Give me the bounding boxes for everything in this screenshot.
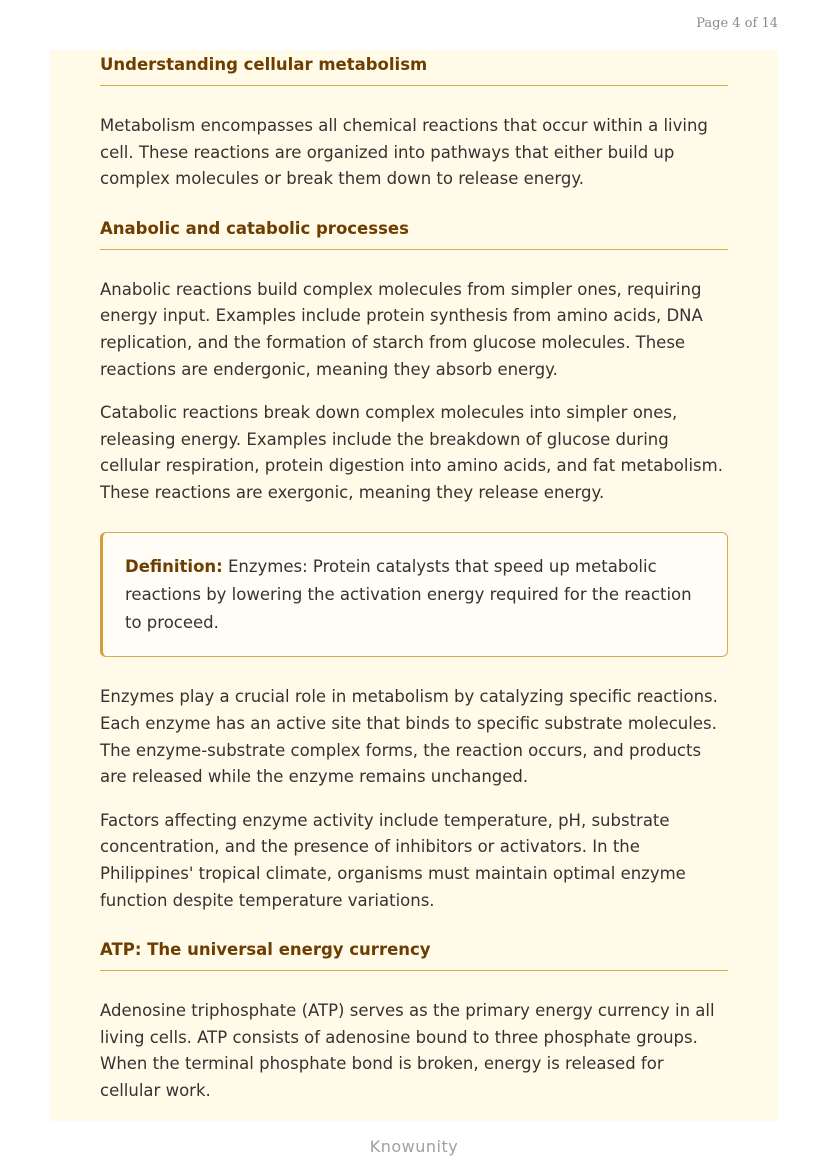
definition-text (125, 553, 705, 638)
footer-brand: Knowunity (369, 1137, 459, 1156)
page-number: Page 4 of 14 (696, 16, 778, 31)
paragraph-enzyme-factors: Factors affecting enzyme activity include temperature, pH, substrate concentration, and the presence of inhibitors or activators. In the Philippines' tropical climate, organisms must maintain optimal enzyme function despite temperature variations. (100, 810, 686, 910)
definition-label: Definition: (125, 556, 223, 576)
definition-body: Enzymes: Protein catalysts that speed up metabolic reactions by lowering the activation energy required for the reaction to proceed. (125, 556, 692, 633)
heading-anabolic-catabolic: Anabolic and catabolic processes (100, 219, 728, 250)
document-content (50, 50, 778, 1121)
definition-box (100, 532, 728, 658)
heading-atp: ATP: The universal energy currency (100, 940, 728, 971)
paragraph-enzymes: Enzymes play a crucial role in metabolism by catalyzing specific reactions. Each enzyme has an active site that binds to specific substrate molecules. The enzyme-substrate complex forms, the reaction occurs, and products are released while the enzyme remains unchanged. (100, 687, 718, 787)
paragraph-atp: Adenosine triphosphate (ATP) serves as the primary energy currency in all living cells. ATP consists of adenosine bound to three phosphate groups. When the terminal phosphate bond is broken, energy is released for cellular work. (100, 1001, 715, 1100)
paragraph-metabolism: Metabolism encompasses all chemical reactions that occur within a living cell. These reactions are organized into pathways that either build up complex molecules or break them down to release energy. (100, 116, 708, 189)
paragraph-catabolic: Catabolic reactions break down complex molecules into simpler ones, releasing energy. Examples include the breakdown of glucose during cellular respiration, protein digestion into amino acids, and fat metabolism. These reactions are exergonic, meaning they release energy. (100, 403, 723, 502)
heading-cellular-metabolism: Understanding cellular metabolism (100, 55, 728, 86)
paragraph-anabolic: Anabolic reactions build complex molecules from simpler ones, requiring energy input. Examples include protein synthesis from amino acids, DNA replication, and the formation of starch from glucose molecules. These reactions are endergonic, meaning they absorb energy. (100, 279, 703, 379)
